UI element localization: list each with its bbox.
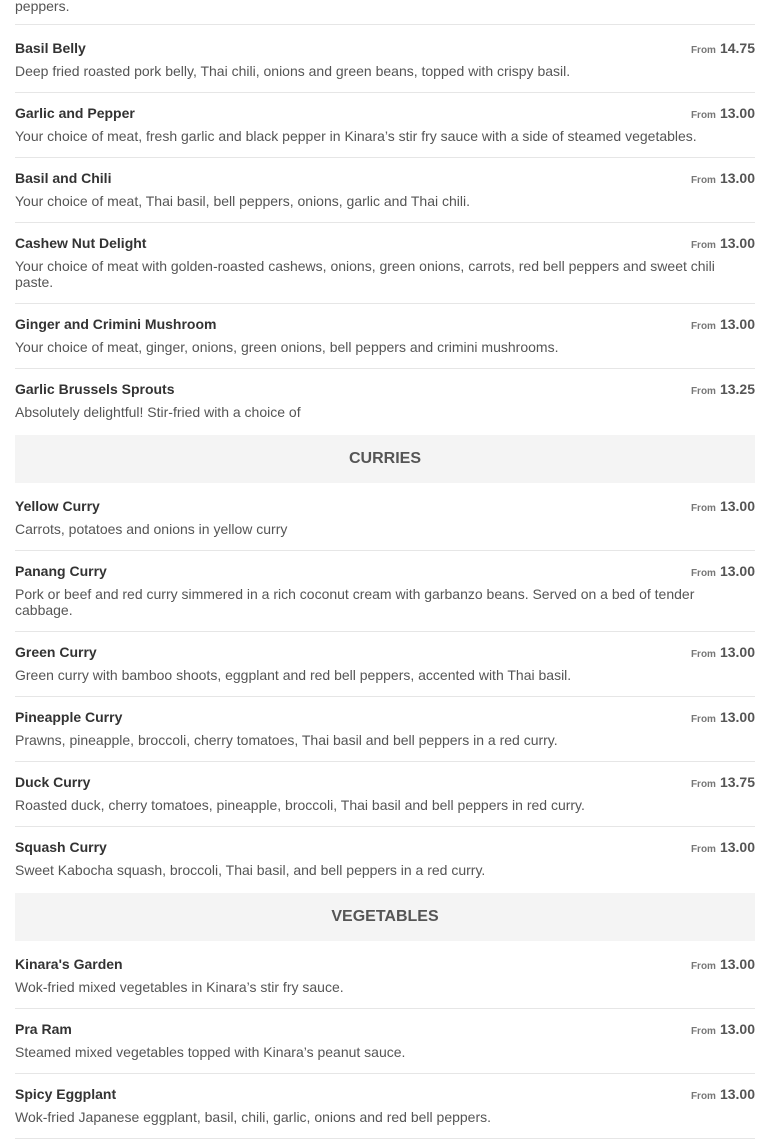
menu-page <box>15 0 755 1139</box>
item-price <box>691 170 755 186</box>
menu-item[interactable] <box>15 827 755 891</box>
menu-item[interactable] <box>15 1074 755 1139</box>
from-label: From <box>690 110 716 121</box>
from-label: From <box>690 240 716 251</box>
item-description: Sweet Kabocha squash, broccoli, Thai basil, and bell peppers in a red curry. <box>15 862 486 878</box>
item-name: Spicy Eggplant <box>15 1086 117 1102</box>
from-label: From <box>690 844 716 855</box>
item-name: Duck Curry <box>15 774 91 790</box>
price-amount: 13.00 <box>719 709 755 725</box>
item-description: Pork or beef and red curry simmered in a rich coconut cream with garbanzo beans. Served on a bed of tender cabbage. <box>15 586 695 618</box>
from-label: From <box>690 175 716 186</box>
from-label: From <box>690 321 716 332</box>
item-price <box>691 839 755 855</box>
item-name: Ginger and Crimini Mushroom <box>15 316 217 332</box>
price-amount: 13.25 <box>719 381 755 397</box>
price-amount: 14.75 <box>719 40 755 56</box>
from-label: From <box>690 1026 716 1037</box>
price-amount: 13.00 <box>719 105 755 121</box>
price-amount: 13.00 <box>719 235 755 251</box>
item-description: Absolutely delightful! Stir-fried with a choice of <box>15 404 301 420</box>
menu-item[interactable] <box>15 223 755 304</box>
item-price <box>691 1086 755 1102</box>
from-label: From <box>690 568 716 579</box>
price-amount: 13.00 <box>719 644 755 660</box>
item-description: Your choice of meat with golden-roasted cashews, onions, green onions, carrots, red bell peppers and sweet chili paste. <box>15 258 715 290</box>
item-description: Deep fried roasted pork belly, Thai chili, onions and green beans, topped with crispy basil. <box>15 63 571 79</box>
from-label: From <box>690 649 716 660</box>
price-amount: 13.00 <box>719 316 755 332</box>
item-description: Steamed mixed vegetables topped with Kinara’s peanut sauce. <box>15 1044 406 1060</box>
item-name: Yellow Curry <box>15 498 100 514</box>
item-name: Panang Curry <box>15 563 107 579</box>
item-price <box>691 644 755 660</box>
item-price <box>691 381 755 397</box>
item-name: Basil Belly <box>15 40 86 56</box>
from-label: From <box>690 45 716 56</box>
price-amount: 13.00 <box>719 498 755 514</box>
section-header-curries: CURRIES <box>15 435 755 483</box>
item-description: Green curry with bamboo shoots, eggplant and red bell peppers, accented with Thai basil. <box>15 667 572 683</box>
item-description: Wok-fried Japanese eggplant, basil, chili, garlic, onions and red bell peppers. <box>15 1109 492 1125</box>
item-name: Cashew Nut Delight <box>15 235 147 251</box>
from-label: From <box>690 779 716 790</box>
item-price <box>691 709 755 725</box>
item-description: peppers. <box>15 0 755 25</box>
menu-item[interactable] <box>15 158 755 223</box>
from-label: From <box>690 386 716 397</box>
from-label: From <box>690 714 716 725</box>
menu-item[interactable] <box>15 941 755 1009</box>
item-description: Carrots, potatoes and onions in yellow curry <box>15 521 288 537</box>
price-amount: 13.00 <box>719 563 755 579</box>
item-name: Squash Curry <box>15 839 107 855</box>
from-label: From <box>690 1091 716 1102</box>
item-price <box>691 105 755 121</box>
item-price <box>691 235 755 251</box>
menu-item[interactable] <box>15 25 755 93</box>
menu-item[interactable] <box>15 304 755 369</box>
menu-item[interactable] <box>15 632 755 697</box>
item-description: Prawns, pineapple, broccoli, cherry tomatoes, Thai basil and bell peppers in a red curry. <box>15 732 558 748</box>
menu-item[interactable] <box>15 551 755 632</box>
price-amount: 13.00 <box>719 956 755 972</box>
section-header-vegetables: VEGETABLES <box>15 893 755 941</box>
item-name: Garlic and Pepper <box>15 105 135 121</box>
item-price <box>691 774 755 790</box>
from-label: From <box>690 503 716 514</box>
item-price <box>691 316 755 332</box>
item-price <box>691 1021 755 1037</box>
item-description: Your choice of meat, fresh garlic and black pepper in Kinara’s stir fry sauce with a side of steamed vegetables. <box>15 128 697 144</box>
item-name: Kinara's Garden <box>15 956 123 972</box>
price-amount: 13.75 <box>719 774 755 790</box>
menu-item[interactable] <box>15 483 755 551</box>
item-price <box>691 40 755 56</box>
menu-item[interactable] <box>15 369 755 433</box>
item-description: Wok-fried mixed vegetables in Kinara’s stir fry sauce. <box>15 979 344 995</box>
item-description: Your choice of meat, ginger, onions, green onions, bell peppers and crimini mushrooms. <box>15 339 559 355</box>
price-amount: 13.00 <box>719 1086 755 1102</box>
item-price <box>691 563 755 579</box>
item-price <box>691 498 755 514</box>
price-amount: 13.00 <box>719 839 755 855</box>
item-price <box>691 956 755 972</box>
price-amount: 13.00 <box>719 170 755 186</box>
item-name: Pra Ram <box>15 1021 72 1037</box>
menu-item[interactable] <box>15 697 755 762</box>
menu-item[interactable] <box>15 93 755 158</box>
menu-item[interactable] <box>15 1009 755 1074</box>
menu-item[interactable] <box>15 762 755 827</box>
item-name: Pineapple Curry <box>15 709 123 725</box>
item-name: Green Curry <box>15 644 97 660</box>
item-name: Basil and Chili <box>15 170 112 186</box>
item-description: Your choice of meat, Thai basil, bell peppers, onions, garlic and Thai chili. <box>15 193 471 209</box>
item-name: Garlic Brussels Sprouts <box>15 381 175 397</box>
from-label: From <box>690 961 716 972</box>
price-amount: 13.00 <box>719 1021 755 1037</box>
item-description: Roasted duck, cherry tomatoes, pineapple, broccoli, Thai basil and bell peppers in red curry. <box>15 797 585 813</box>
